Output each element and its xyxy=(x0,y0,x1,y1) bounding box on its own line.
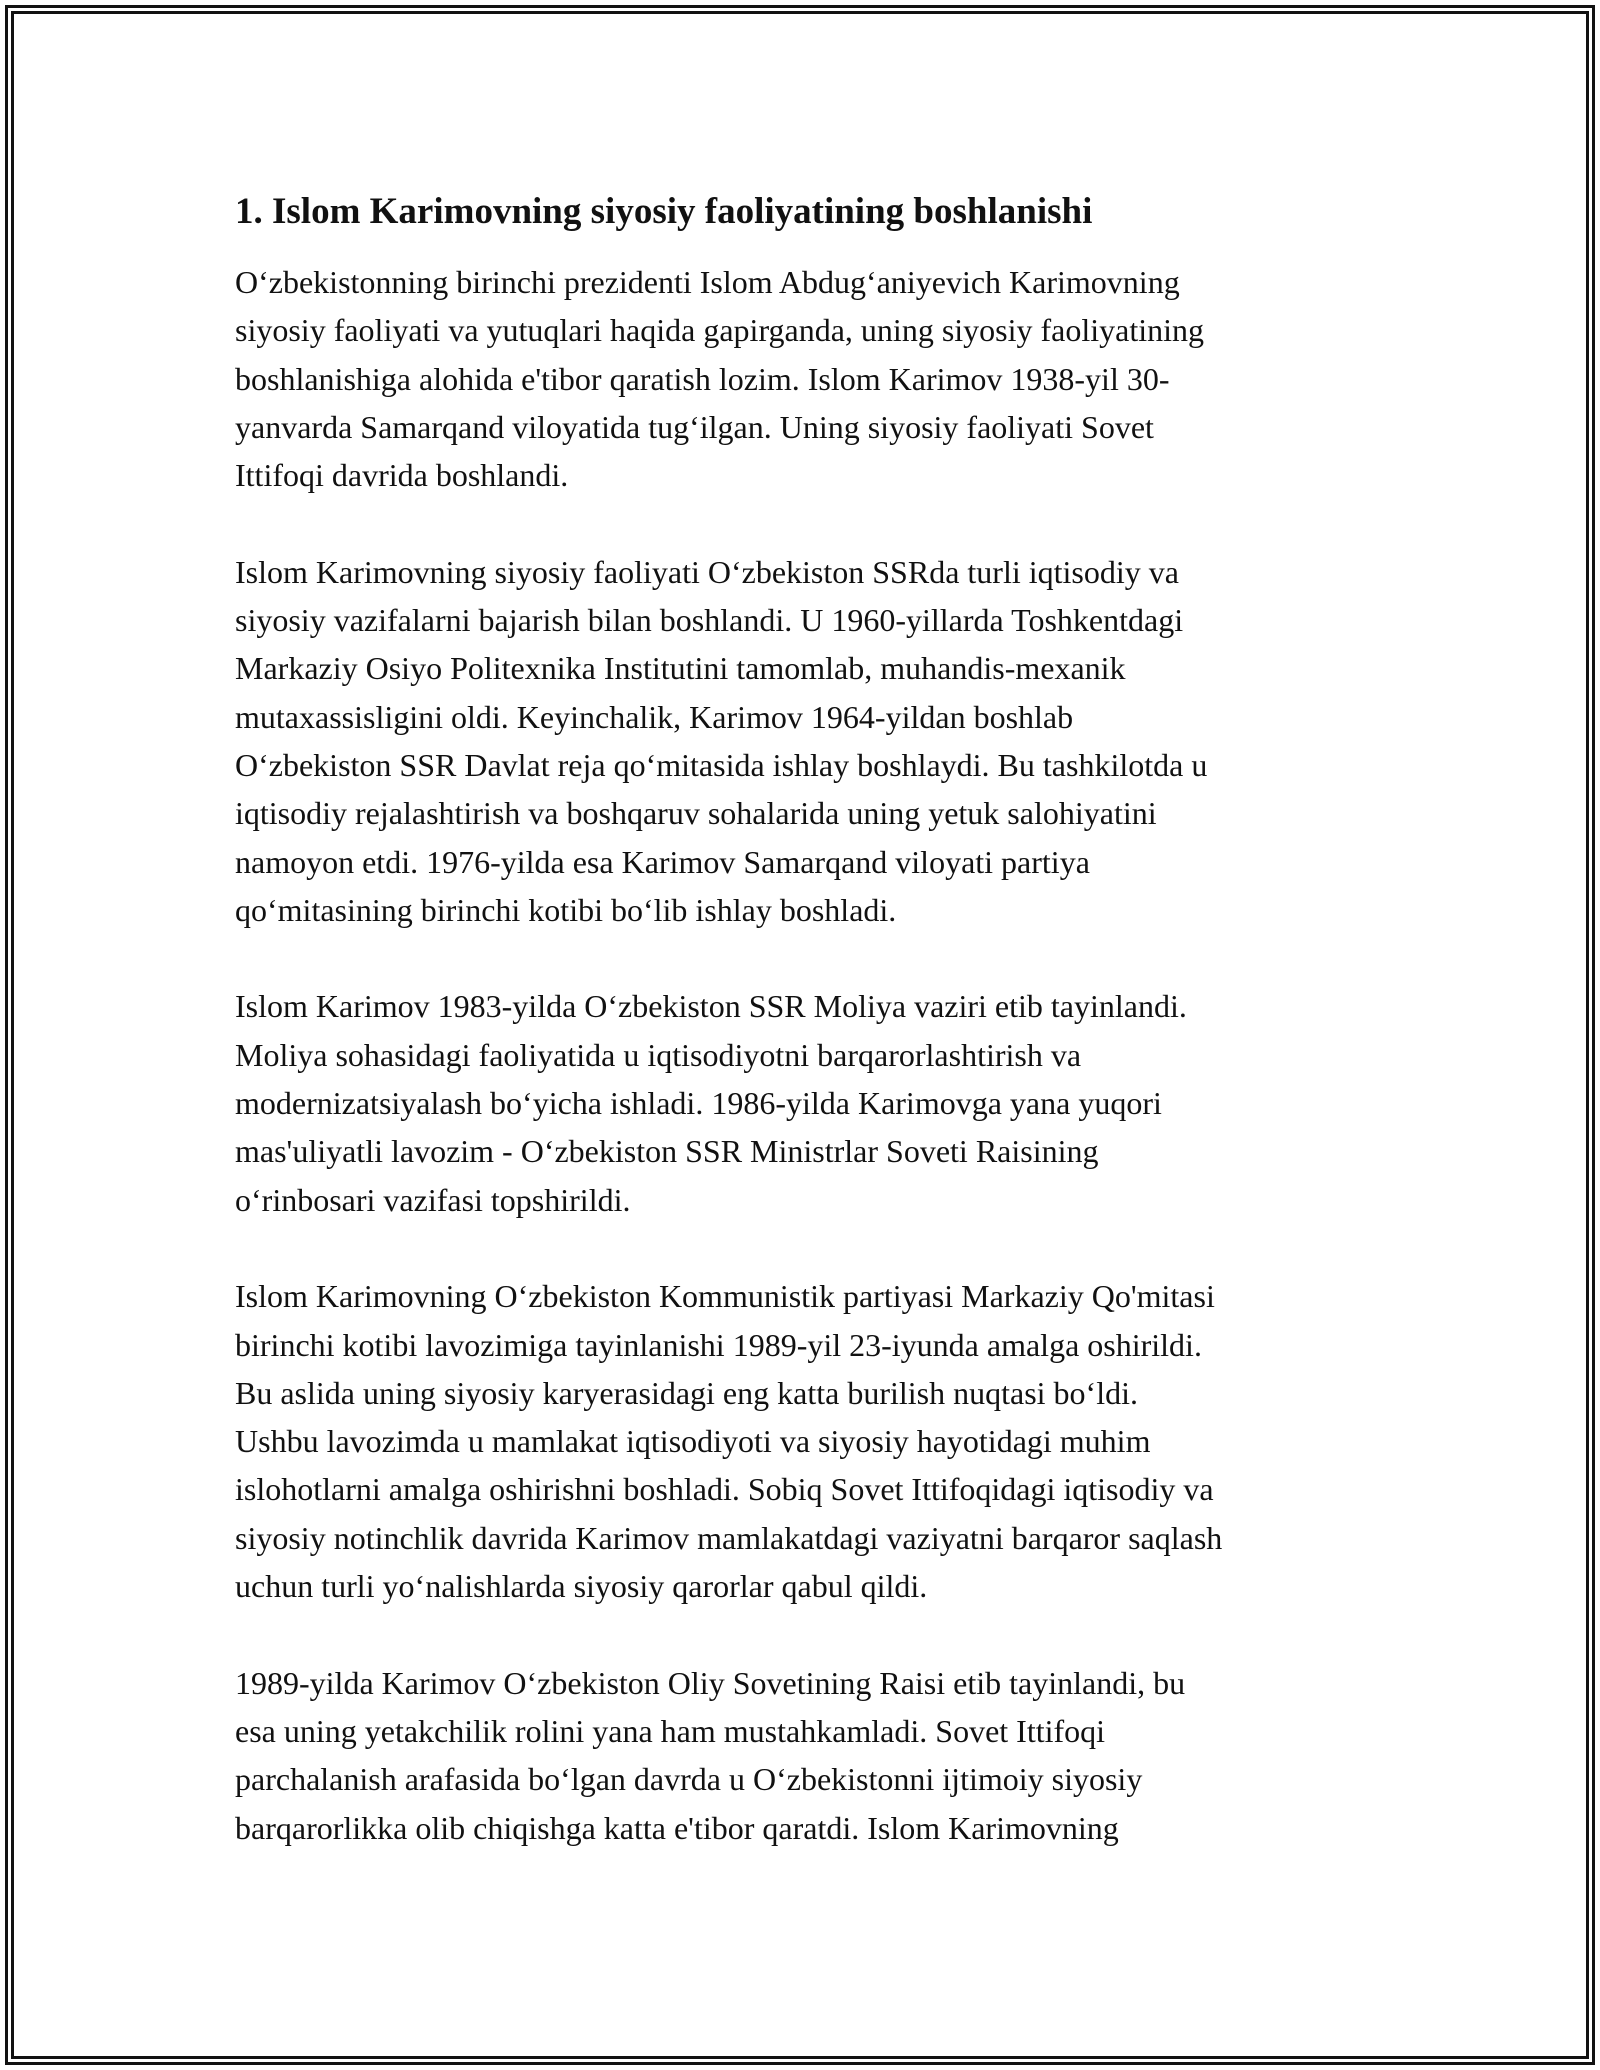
paragraph-line: Markaziy Osiyo Politexnika Institutini tamomlab, muhandis-mexanik xyxy=(235,650,1126,687)
paragraph-4 xyxy=(235,1272,1395,1610)
section-heading: 1. Islom Karimovning siyosiy faoliyatining boshlanishi xyxy=(235,191,1093,232)
paragraph-line: Islom Karimov 1983-yilda O‘zbekiston SSR Moliya vaziri etib tayinlandi. xyxy=(235,988,1187,1025)
paragraph-line: Ittifoqi davrida boshlandi. xyxy=(235,457,569,494)
paragraph-line: boshlanishiga alohida e'tibor qaratish lozim. Islom Karimov 1938-yil 30- xyxy=(235,360,1170,397)
paragraph-line: barqarorlikka olib chiqishga katta e'tibor qaratdi. Islom Karimovning xyxy=(235,1809,1119,1846)
paragraph-line: mutaxassisligini oldi. Keyinchalik, Karimov 1964-yildan boshlab xyxy=(235,698,1074,735)
paragraph-line: yanvarda Samarqand viloyatida tug‘ilgan. Uning siyosiy faoliyati Sovet xyxy=(235,408,1154,445)
paragraph-line: siyosiy faoliyati va yutuqlari haqida gapirganda, uning siyosiy faoliyatining xyxy=(235,312,1205,349)
paragraph-line: O‘zbekistonning birinchi prezidenti Islom Abdug‘aniyevich Karimovning xyxy=(235,264,1180,300)
paragraph-line: 1989-yilda Karimov O‘zbekiston Oliy Sovetining Raisi etib tayinlandi, bu xyxy=(235,1664,1186,1701)
paragraph-line: Moliya sohasidagi faoliyatida u iqtisodiyotni barqarorlashtirish va xyxy=(235,1036,1082,1073)
paragraph-line: namoyon etdi. 1976-yilda esa Karimov Samarqand viloyati partiya xyxy=(235,843,1090,880)
paragraph-line: siyosiy notinchlik davrida Karimov mamlakatdagi vaziyatni barqaror saqlash xyxy=(235,1519,1223,1556)
paragraph-5 xyxy=(235,1659,1395,1852)
paragraph-line: islohotlarni amalga oshirishni boshladi. Sobiq Sovet Ittifoqidagi iqtisodiy va xyxy=(235,1471,1214,1508)
paragraph-3 xyxy=(235,982,1395,1223)
paragraph-line: parchalanish arafasida bo‘lgan davrda u O‘zbekistonni ijtimoiy siyosiy xyxy=(235,1761,1143,1798)
paragraph-line: Bu aslida uning siyosiy karyerasidagi eng katta burilish nuqtasi bo‘ldi. xyxy=(235,1374,1138,1411)
paragraph-1 xyxy=(235,258,1395,499)
paragraph-line: esa uning yetakchilik rolini yana ham mustahkamladi. Sovet Ittifoqi xyxy=(235,1712,1106,1749)
paragraph-line: Islom Karimovning O‘zbekiston Kommunistik partiyasi Markaziy Qo'mitasi xyxy=(235,1278,1215,1315)
paragraph-line: siyosiy vazifalarni bajarish bilan boshlandi. U 1960-yillarda Toshkentdagi xyxy=(235,602,1184,639)
paragraph-line: modernizatsiyalash bo‘yicha ishladi. 1986-yilda Karimovga yana yuqori xyxy=(235,1085,1162,1122)
paragraph-line: O‘zbekiston SSR Davlat reja qo‘mitasida ishlay boshlaydi. Bu tashkilotda u xyxy=(235,746,1208,783)
document-body xyxy=(235,188,1395,1900)
paragraph-line: Ushbu lavozimda u mamlakat iqtisodiyoti va siyosiy hayotidagi muhim xyxy=(235,1423,1151,1460)
paragraph-2 xyxy=(235,548,1395,934)
paragraph-line: mas'uliyatli lavozim - O‘zbekiston SSR Ministrlar Soveti Raisining xyxy=(235,1133,1099,1170)
paragraph-line: o‘rinbosari vazifasi topshirildi. xyxy=(235,1181,631,1218)
paragraph-line: uchun turli yo‘nalishlarda siyosiy qarorlar qabul qildi. xyxy=(235,1568,928,1605)
paragraph-line: Islom Karimovning siyosiy faoliyati O‘zbekiston SSRda turli iqtisodiy va xyxy=(235,553,1179,590)
paragraph-line: birinchi kotibi lavozimiga tayinlanishi 1989-yil 23-iyunda amalga oshirildi. xyxy=(235,1326,1202,1363)
paragraph-line: iqtisodiy rejalashtirish va boshqaruv sohalarida uning yetuk salohiyatini xyxy=(235,795,1157,832)
paragraph-line: qo‘mitasining birinchi kotibi bo‘lib ishlay boshladi. xyxy=(235,891,897,928)
